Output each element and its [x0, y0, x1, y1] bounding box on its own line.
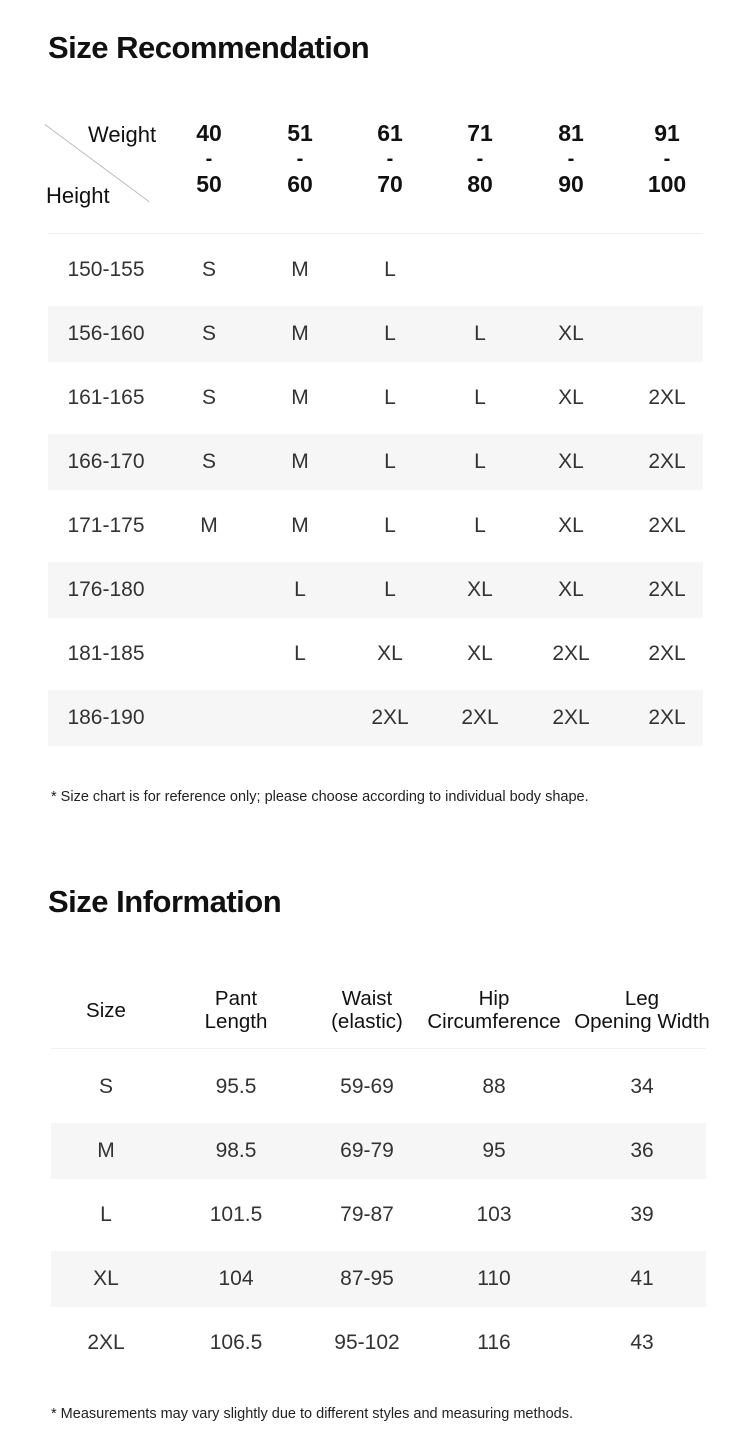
- table-row: [51, 1251, 706, 1307]
- size-cell: 2XL: [648, 386, 686, 409]
- table-row: [51, 1059, 706, 1115]
- measurement-cell: 95.5: [215, 1075, 257, 1098]
- size-cell: 2XL: [552, 706, 590, 729]
- weight-range-header: [627, 120, 707, 198]
- size-cell: [169, 626, 249, 682]
- size-cell: XL: [558, 322, 584, 345]
- measurement-note: * Measurements may vary slightly due to different styles and measuring methods.: [51, 1406, 573, 1422]
- size-cell: XL: [377, 642, 403, 665]
- size-label-cell: 2XL: [87, 1331, 125, 1354]
- size-cell: L: [384, 578, 396, 601]
- measurement-cell: 34: [630, 1075, 654, 1098]
- size-cell: 2XL: [461, 706, 499, 729]
- column-header: Leg Opening Width: [574, 987, 710, 1033]
- weight-range-header: [531, 120, 611, 198]
- table-row: [48, 562, 703, 618]
- size-cell: 2XL: [552, 642, 590, 665]
- height-range-cell: 156-160: [67, 322, 145, 345]
- size-cell: XL: [467, 642, 493, 665]
- size-cell: L: [474, 322, 486, 345]
- size-cell: L: [384, 450, 396, 473]
- size-cell: 2XL: [648, 514, 686, 537]
- size-label-cell: L: [100, 1203, 112, 1226]
- size-label-cell: XL: [93, 1267, 119, 1290]
- size-cell: [440, 242, 520, 298]
- height-range-cell: 181-185: [67, 642, 145, 665]
- weight-range-low: 51: [287, 120, 313, 146]
- size-cell: M: [291, 258, 309, 281]
- measurement-cell: 39: [630, 1203, 654, 1226]
- weight-range-low: 81: [558, 120, 584, 146]
- size-cell: [260, 690, 340, 746]
- size-cell: XL: [558, 578, 584, 601]
- header-divider: [48, 233, 703, 234]
- column-header: Hip Circumference: [427, 987, 561, 1033]
- measurement-cell: 79-87: [340, 1203, 394, 1226]
- height-range-cell: 171-175: [67, 514, 145, 537]
- table-row: [51, 1315, 706, 1371]
- weight-range-dash: -: [567, 148, 575, 170]
- weight-range-dash: -: [205, 148, 213, 170]
- measurement-cell: 95-102: [334, 1331, 400, 1354]
- size-cell: L: [384, 514, 396, 537]
- weight-range-high: 60: [287, 171, 313, 197]
- table-row: [48, 690, 703, 746]
- weight-range-high: 70: [377, 171, 403, 197]
- size-cell: [531, 242, 611, 298]
- size-cell: L: [474, 450, 486, 473]
- height-range-cell: 161-165: [67, 386, 145, 409]
- size-cell: S: [201, 322, 216, 345]
- size-cell: XL: [558, 514, 584, 537]
- height-axis-label: Height: [46, 183, 110, 208]
- size-label-cell: S: [98, 1075, 113, 1098]
- measurement-cell: 106.5: [209, 1331, 263, 1354]
- measurement-cell: 88: [482, 1075, 506, 1098]
- measurement-cell: 69-79: [340, 1139, 394, 1162]
- weight-range-dash: -: [386, 148, 394, 170]
- column-header: Waist (elastic): [331, 987, 403, 1033]
- column-header: Size: [86, 998, 126, 1022]
- measurement-cell: 104: [218, 1267, 254, 1290]
- measurement-cell: 103: [476, 1203, 512, 1226]
- size-cell: M: [291, 450, 309, 473]
- size-cell: L: [294, 578, 306, 601]
- measurement-cell: 110: [477, 1267, 511, 1290]
- weight-range-header: [260, 120, 340, 198]
- weight-range-dash: -: [296, 148, 304, 170]
- weight-range-low: 61: [377, 120, 403, 146]
- size-cell: XL: [558, 450, 584, 473]
- weight-range-dash: -: [476, 148, 484, 170]
- column-header: Pant Length: [204, 987, 268, 1033]
- size-cell: L: [384, 258, 396, 281]
- size-cell: M: [291, 386, 309, 409]
- size-cell: M: [291, 514, 309, 537]
- weight-axis-label: Weight: [88, 122, 157, 147]
- measurement-cell: 95: [482, 1139, 506, 1162]
- size-cell: M: [200, 514, 218, 537]
- info-header-divider: [51, 1048, 706, 1049]
- size-cell: L: [474, 514, 486, 537]
- measurement-cell: 41: [630, 1267, 654, 1290]
- table-row: [48, 306, 703, 362]
- size-cell: [169, 690, 249, 746]
- size-cell: L: [474, 386, 486, 409]
- weight-range-high: 90: [558, 171, 584, 197]
- size-cell: 2XL: [648, 706, 686, 729]
- size-cell: L: [384, 322, 396, 345]
- size-cell: 2XL: [371, 706, 409, 729]
- size-cell: 2XL: [648, 450, 686, 473]
- size-cell: 2XL: [648, 642, 686, 665]
- size-cell: M: [291, 322, 309, 345]
- weight-range-header: [169, 120, 249, 198]
- size-information-title: Size Information: [48, 884, 282, 919]
- table-row: [48, 370, 703, 426]
- height-range-cell: 186-190: [67, 706, 145, 729]
- height-range-cell: 176-180: [67, 578, 145, 601]
- weight-range-dash: -: [663, 148, 671, 170]
- measurement-cell: 87-95: [340, 1267, 394, 1290]
- height-range-cell: 166-170: [67, 450, 145, 473]
- weight-range-header: [350, 120, 430, 198]
- weight-range-high: 80: [467, 171, 493, 197]
- table-row: [48, 242, 703, 298]
- size-cell: S: [201, 258, 216, 281]
- measurement-cell: 59-69: [340, 1075, 394, 1098]
- table-row: [51, 1187, 706, 1243]
- measurement-cell: 98.5: [215, 1139, 257, 1162]
- recommendation-note: * Size chart is for reference only; please choose according to individual body shape.: [51, 789, 589, 805]
- weight-range-high: 100: [647, 171, 687, 197]
- table-row: [51, 1123, 706, 1179]
- weight-range-header: [440, 120, 520, 198]
- measurement-cell: 116: [477, 1331, 511, 1354]
- size-cell: S: [201, 386, 216, 409]
- size-cell: XL: [467, 578, 493, 601]
- size-cell: L: [294, 642, 306, 665]
- size-cell: 2XL: [648, 578, 686, 601]
- size-cell: [169, 562, 249, 618]
- weight-range-low: 40: [196, 120, 222, 146]
- size-cell: XL: [558, 386, 584, 409]
- table-row: [48, 626, 703, 682]
- size-cell: [627, 306, 707, 362]
- measurement-cell: 43: [630, 1331, 654, 1354]
- measurement-cell: 101.5: [209, 1203, 263, 1226]
- size-recommendation-title: Size Recommendation: [48, 30, 370, 65]
- table-row: [48, 434, 703, 490]
- size-label-cell: M: [97, 1139, 115, 1162]
- weight-range-high: 50: [196, 171, 222, 197]
- size-cell: L: [384, 386, 396, 409]
- size-cell: [627, 242, 707, 298]
- weight-range-low: 91: [654, 120, 680, 146]
- weight-range-low: 71: [467, 120, 493, 146]
- measurement-cell: 36: [630, 1139, 654, 1162]
- table-row: [48, 498, 703, 554]
- height-range-cell: 150-155: [67, 258, 145, 281]
- size-cell: S: [201, 450, 216, 473]
